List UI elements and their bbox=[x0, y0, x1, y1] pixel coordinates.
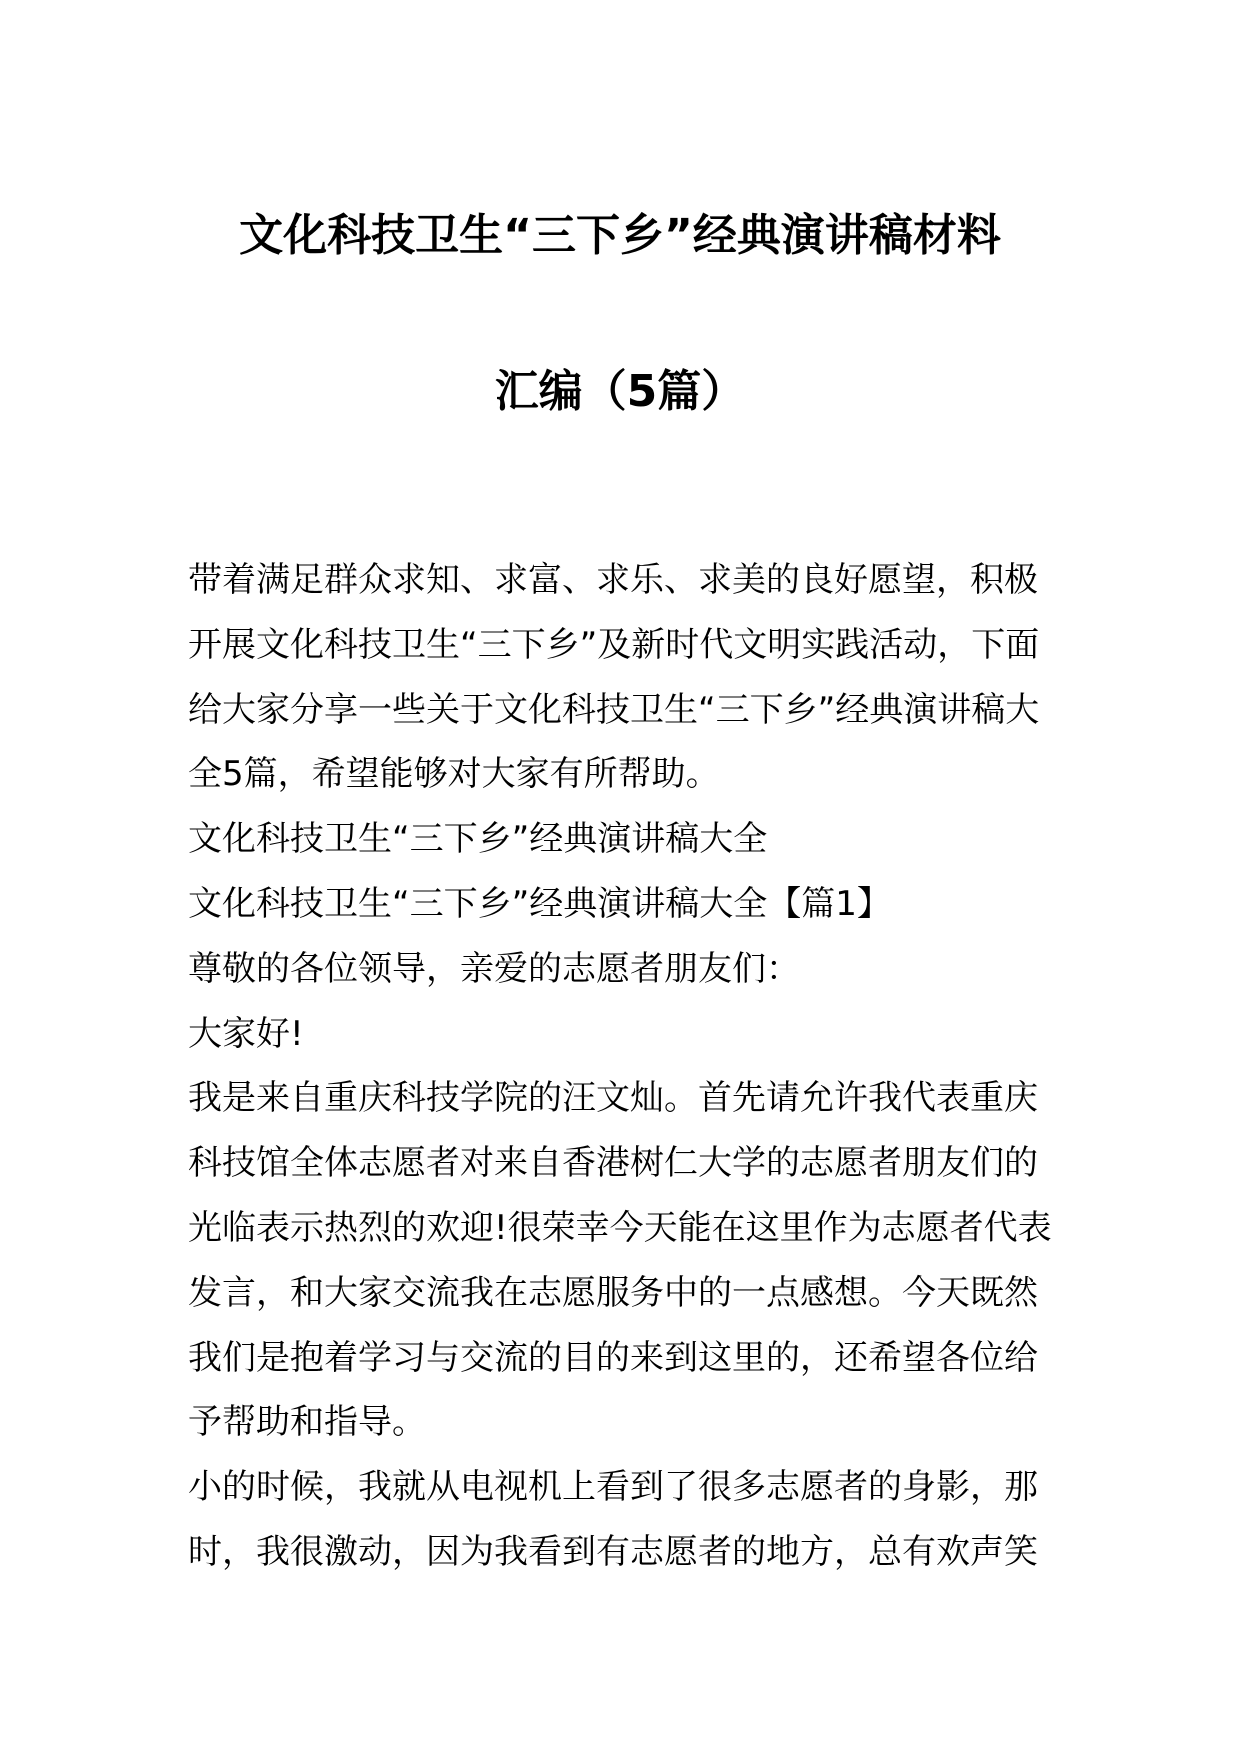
document-title-line-2: 汇编（5篇） bbox=[494, 366, 746, 417]
salutation: 尊敬的各位领导，亲爱的志愿者朋友们： bbox=[188, 948, 800, 989]
greeting: 大家好! bbox=[188, 1013, 304, 1054]
body-paragraph: 小的时候，我就从电视机上看到了很多志愿者的身影，那时，我很激动，因为我看到有志愿者的地方，总有欢声笑 bbox=[188, 1467, 1038, 1572]
document-body bbox=[188, 548, 1054, 1585]
body-paragraph: 我是来自重庆科技学院的汪文灿。首先请允许我代表重庆科技馆全体志愿者对来自香港树仁大学的志愿者朋友们的光临表示热烈的欢迎!很荣幸今天能在这里作为志愿者代表发言，和大家交流我在志愿服务中的一点感想。今天既然我们是抱着学习与交流的目的来到这里的，还希望各位给予帮助和指导。 bbox=[188, 1078, 1052, 1443]
section-heading: 文化科技卫生“三下乡”经典演讲稿大全 bbox=[188, 819, 768, 860]
article-heading: 文化科技卫生“三下乡”经典演讲稿大全【篇1】 bbox=[188, 883, 891, 924]
intro-paragraph: 带着满足群众求知、求富、求乐、求美的良好愿望，积极开展文化科技卫生“三下乡”及新时代文明实践活动，下面给大家分享一些关于文化科技卫生“三下乡”经典演讲稿大全5篇，希望能够对大家有所帮助。 bbox=[188, 560, 1040, 795]
document-title-line-1: 文化科技卫生“三下乡”经典演讲稿材料 bbox=[239, 210, 1001, 261]
